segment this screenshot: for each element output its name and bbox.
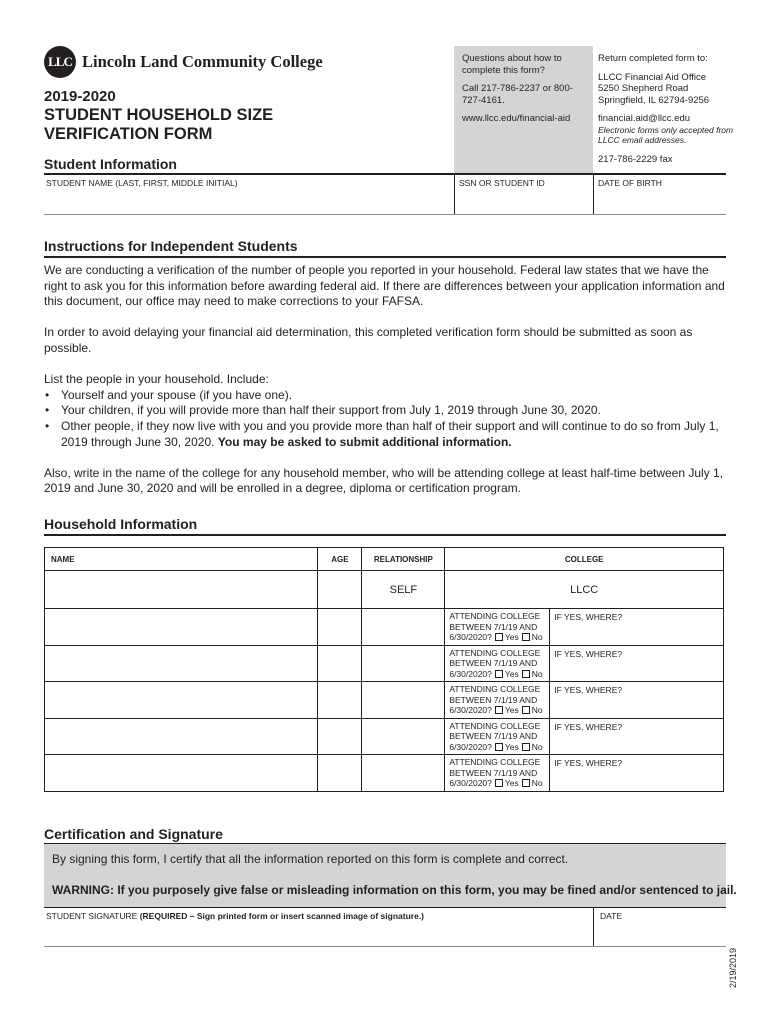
form-title-line2: VERIFICATION FORM	[44, 125, 213, 143]
return-street: 5250 Shepherd Road	[598, 83, 689, 94]
attending-college-cell	[445, 609, 550, 646]
instructions-list	[44, 388, 730, 450]
signature-bottom-line	[44, 946, 726, 947]
instructions-list-intro: List the people in your household. Include:	[44, 372, 269, 387]
return-fax: 217-786-2229 fax	[598, 153, 673, 165]
help-website[interactable]: www.llcc.edu/financial-aid	[462, 113, 571, 124]
form-title-line1: STUDENT HOUSEHOLD SIZE	[44, 106, 274, 124]
table-row-self	[45, 571, 724, 609]
attending-line2: BETWEEN 7/1/19 AND	[449, 621, 538, 632]
col-name: NAME	[45, 548, 318, 571]
no-checkbox[interactable]	[522, 670, 530, 678]
where-cell[interactable]	[550, 718, 724, 755]
logo-monogram: LLC	[44, 46, 76, 78]
where-label: IF YES, WHERE?	[554, 758, 623, 768]
help-question: Questions about how to complete this form?	[462, 53, 562, 76]
college-name: Lincoln Land Community College	[82, 52, 323, 71]
certification-title: Certification and Signature	[44, 826, 223, 842]
attending-date: 6/30/2020?	[449, 668, 492, 679]
instructions-para3: Also, write in the name of the college for any household member, who will be attending college at least half-time between July 1, 2019 and June 30, 2020 and will be enrolled in a degree, diploma or certification program.	[44, 465, 724, 496]
yes-checkbox[interactable]	[495, 779, 503, 787]
table-row	[45, 718, 724, 755]
no-checkbox[interactable]	[522, 743, 530, 751]
self-age-cell[interactable]	[318, 571, 362, 609]
col-age: AGE	[318, 548, 362, 571]
version-date: 2/19/2019	[728, 947, 738, 988]
instructions-bullet3-bold: You may be asked to submit additional information.	[217, 434, 512, 449]
attending-line1: ATTENDING COLLEGE	[449, 684, 541, 694]
attending-date: 6/30/2020?	[449, 741, 492, 752]
certification-statement: By signing this form, I certify that all the information reported on this form is complete and correct.	[52, 852, 569, 866]
where-label: IF YES, WHERE?	[554, 721, 623, 732]
yes-checkbox[interactable]	[495, 706, 503, 714]
attending-line1: ATTENDING COLLEGE	[449, 647, 541, 658]
instructions-title: Instructions for Independent Students	[44, 238, 298, 254]
signature-label-wrap	[46, 911, 424, 921]
return-email-note: Electronic forms only accepted from LLCC email addresses.	[598, 124, 734, 145]
table-row	[45, 682, 724, 719]
member-relationship-cell[interactable]	[362, 609, 445, 646]
household-table	[44, 547, 724, 792]
yes-checkbox[interactable]	[495, 743, 503, 751]
field-divider	[454, 173, 455, 215]
field-bottom-line	[44, 214, 726, 215]
member-age-cell[interactable]	[318, 645, 362, 682]
household-header-row	[45, 548, 724, 571]
member-relationship-cell[interactable]	[362, 718, 445, 755]
signature-required: (REQUIRED – Sign printed form or insert scanned image of signature.)	[139, 911, 425, 921]
no-label: No	[531, 632, 543, 642]
student-name-label: STUDENT NAME (LAST, FIRST, MIDDLE INITIAL)	[46, 178, 238, 188]
no-label: No	[531, 668, 543, 679]
col-college: COLLEGE	[445, 548, 724, 571]
no-label: No	[531, 778, 543, 788]
self-name-cell[interactable]	[45, 571, 318, 609]
yes-checkbox[interactable]	[495, 670, 503, 678]
ssn-label: SSN OR STUDENT ID	[459, 178, 545, 188]
attending-date: 6/30/2020?	[449, 778, 492, 788]
attending-line2: BETWEEN 7/1/19 AND	[449, 694, 538, 705]
yes-label: Yes	[504, 778, 519, 788]
attending-college-cell	[445, 682, 550, 719]
attending-college-cell	[445, 755, 550, 792]
instructions-para2: In order to avoid delaying your financial aid determination, this completed verification form should be submitted as soon as possible.	[44, 325, 693, 355]
signature-top-line	[44, 907, 726, 908]
member-relationship-cell[interactable]	[362, 682, 445, 719]
where-cell[interactable]	[550, 755, 724, 792]
attending-line1: ATTENDING COLLEGE	[449, 757, 541, 767]
member-relationship-cell[interactable]	[362, 645, 445, 682]
dob-label: DATE OF BIRTH	[598, 178, 662, 188]
form-title	[44, 106, 364, 144]
student-info-rule	[44, 173, 726, 175]
member-age-cell[interactable]	[318, 682, 362, 719]
where-cell[interactable]	[550, 609, 724, 646]
attending-college-cell	[445, 645, 550, 682]
attending-line2: BETWEEN 7/1/19 AND	[449, 658, 538, 668]
certification-warning: WARNING: If you purposely give false or misleading information on this form, you may be fined and/or sentenced to jail.	[52, 883, 737, 897]
yes-checkbox[interactable]	[495, 633, 503, 641]
member-age-cell[interactable]	[318, 609, 362, 646]
return-email[interactable]: financial.aid@llcc.edu	[598, 113, 691, 124]
return-office: LLCC Financial Aid Office	[598, 71, 707, 83]
table-row	[45, 645, 724, 682]
member-relationship-cell[interactable]	[362, 755, 445, 792]
help-phone: Call 217-786-2237 or 800-727-4161.	[462, 83, 573, 106]
instructions-body	[44, 263, 730, 513]
no-checkbox[interactable]	[522, 779, 530, 787]
return-info	[598, 53, 738, 165]
member-name-cell[interactable]	[45, 718, 318, 755]
col-relationship: RELATIONSHIP	[362, 548, 445, 571]
no-label: No	[531, 741, 543, 752]
attending-line1: ATTENDING COLLEGE	[449, 720, 541, 731]
instructions-para1: We are conducting a verification of the number of people you reported in your household. Federal law states that we have the right to ask you for this information before awarding federal aid. If there are differences between your application information and this document, our office may need to make corrections to your FAFSA.	[44, 263, 725, 309]
instructions-bullet2: • Your children, if you will provide more than half their support from July 1, 2019 through June 30, 2020.	[61, 403, 730, 419]
member-name-cell[interactable]	[45, 682, 318, 719]
instructions-bullet3	[61, 419, 730, 450]
attending-college-cell	[445, 718, 550, 755]
no-label: No	[531, 705, 543, 715]
no-checkbox[interactable]	[522, 633, 530, 641]
instructions-rule	[44, 256, 726, 258]
return-heading: Return completed form to:	[598, 53, 708, 64]
where-label: IF YES, WHERE?	[554, 685, 623, 695]
yes-label: Yes	[504, 632, 519, 642]
member-age-cell[interactable]	[318, 755, 362, 792]
field-divider	[593, 907, 594, 947]
where-label: IF YES, WHERE?	[554, 648, 623, 659]
form-year: 2019-2020	[44, 88, 116, 105]
college-logo	[44, 46, 323, 78]
attending-date: 6/30/2020?	[449, 705, 492, 715]
no-checkbox[interactable]	[522, 706, 530, 714]
self-relationship: SELF	[362, 571, 445, 609]
member-name-cell[interactable]	[45, 645, 318, 682]
attending-line1: ATTENDING COLLEGE	[449, 611, 541, 621]
member-name-cell[interactable]	[45, 755, 318, 792]
where-cell[interactable]	[550, 645, 724, 682]
where-label: IF YES, WHERE?	[554, 612, 623, 622]
self-college: LLCC	[445, 571, 724, 609]
yes-label: Yes	[504, 705, 519, 715]
yes-label: Yes	[504, 668, 519, 679]
date-label: DATE	[600, 911, 623, 921]
student-info-title: Student Information	[44, 156, 177, 172]
attending-line2: BETWEEN 7/1/19 AND	[449, 767, 538, 778]
household-title: Household Information	[44, 516, 198, 532]
help-info	[462, 53, 588, 125]
return-city: Springfield, IL 62794-9256	[598, 94, 710, 106]
field-divider	[593, 173, 594, 215]
instructions-bullet1: • Yourself and your spouse (if you have one).	[61, 388, 730, 404]
attending-line2: BETWEEN 7/1/19 AND	[449, 731, 538, 741]
table-row	[45, 755, 724, 792]
member-name-cell[interactable]	[45, 609, 318, 646]
where-cell[interactable]	[550, 682, 724, 719]
signature-label: STUDENT SIGNATURE	[46, 911, 138, 921]
table-row	[45, 609, 724, 646]
attending-date: 6/30/2020?	[449, 632, 492, 642]
instructions-bullet3-text: Other people, if they now live with you and you provide more than half of their support and will continue to do so from July 1, 2019 through June 30, 2020.	[61, 418, 719, 449]
yes-label: Yes	[504, 741, 519, 752]
member-age-cell[interactable]	[318, 718, 362, 755]
household-rule	[44, 534, 726, 536]
